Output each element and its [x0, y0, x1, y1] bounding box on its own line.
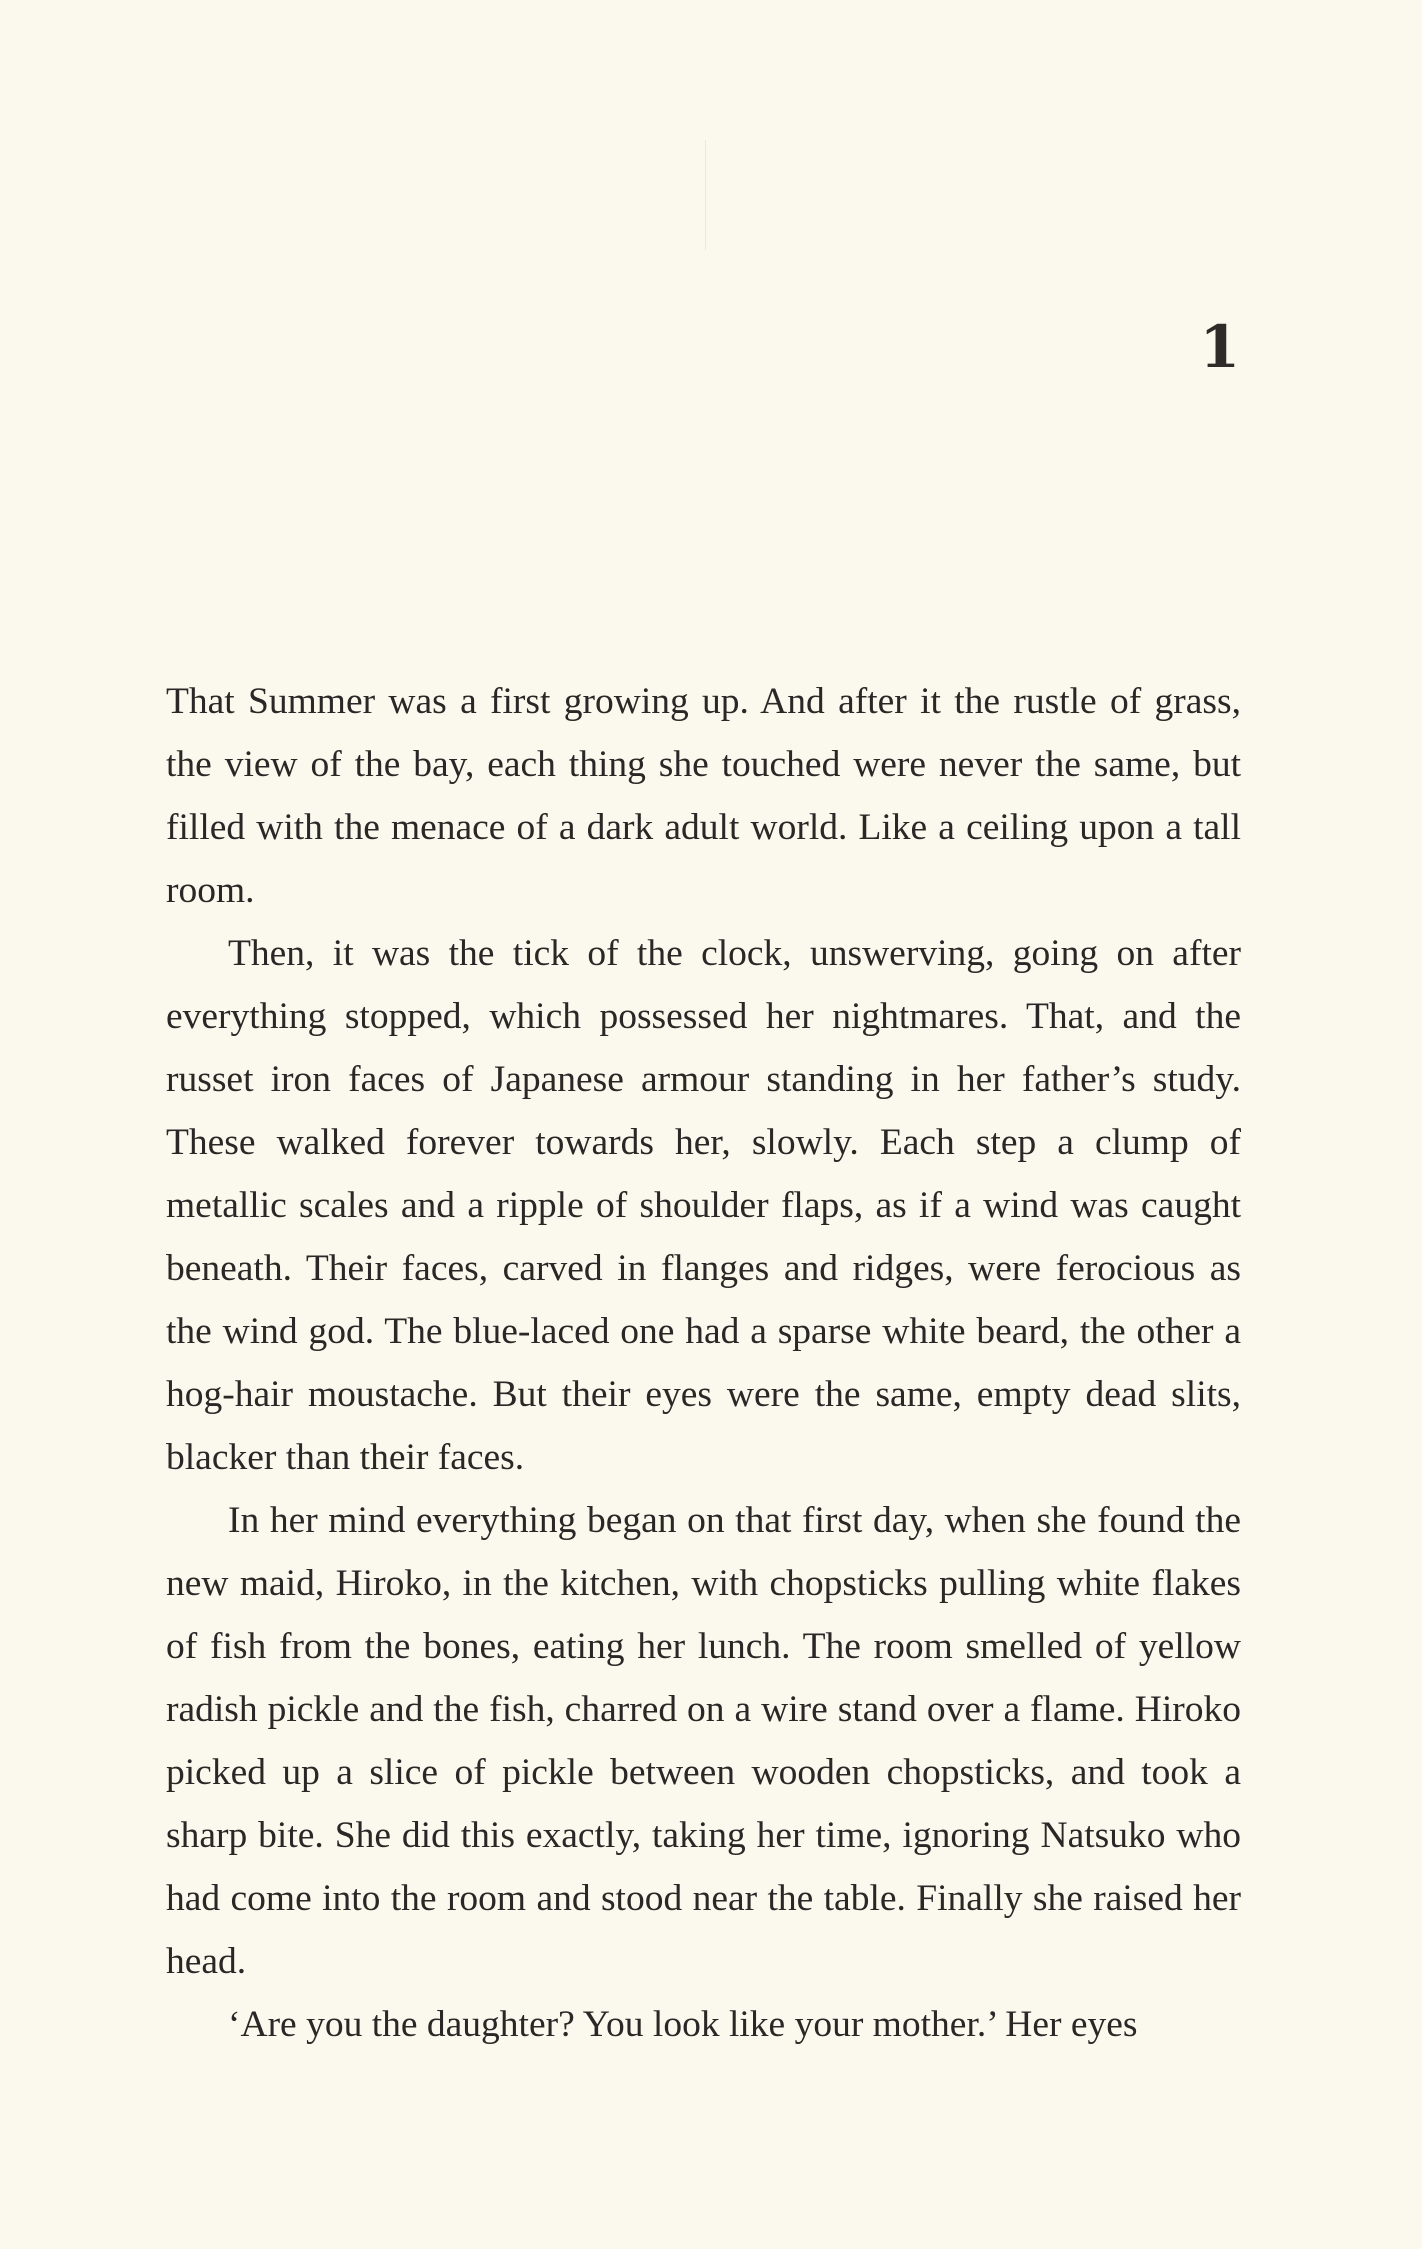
paragraph-4: ‘Are you the daughter? You look like your mother.’ Her eyes	[228, 2004, 1138, 2045]
paragraph-2: Then, it was the tick of the clock, unswerving, going on after everything stopped, which possessed her nightmares. That, and the russet iron faces of Japanese armour standing in her father’s study. These walked forever towards her, slowly. Each step a clump of metallic scales and a ripple of shoulder flaps, as if a wind was caught beneath. Their faces, carved in flanges and ridges, were ferocious as the wind god. The blue-laced one had a sparse white beard, the other a hog-hair moustache. But their eyes were the same, empty dead slits, blacker than their faces.	[166, 933, 1241, 1478]
paragraph-3: In her mind everything began on that first day, when she found the new maid, Hiroko, in the kitchen, with chopsticks pulling white flakes of fish from the bones, eating her lunch. The room smelled of yellow radish pickle and the fish, charred on a wire stand over a flame. Hiroko picked up a slice of pickle between wooden chopsticks, and took a sharp bite. She did this exactly, taking her time, ignoring Natsuko who had come into the room and stood near the table. Finally she raised her head.	[166, 1500, 1241, 1982]
chapter-number: 1	[1199, 313, 1240, 381]
paragraph-1: That Summer was a first growing up. And after it the rustle of grass, the view of the bay, each thing she touched were never the same, but filled with the menace of a dark adult world. Like a ceiling upon a tall room.	[166, 681, 1241, 911]
chapter-body	[166, 670, 1241, 2056]
page-crease	[705, 140, 706, 250]
